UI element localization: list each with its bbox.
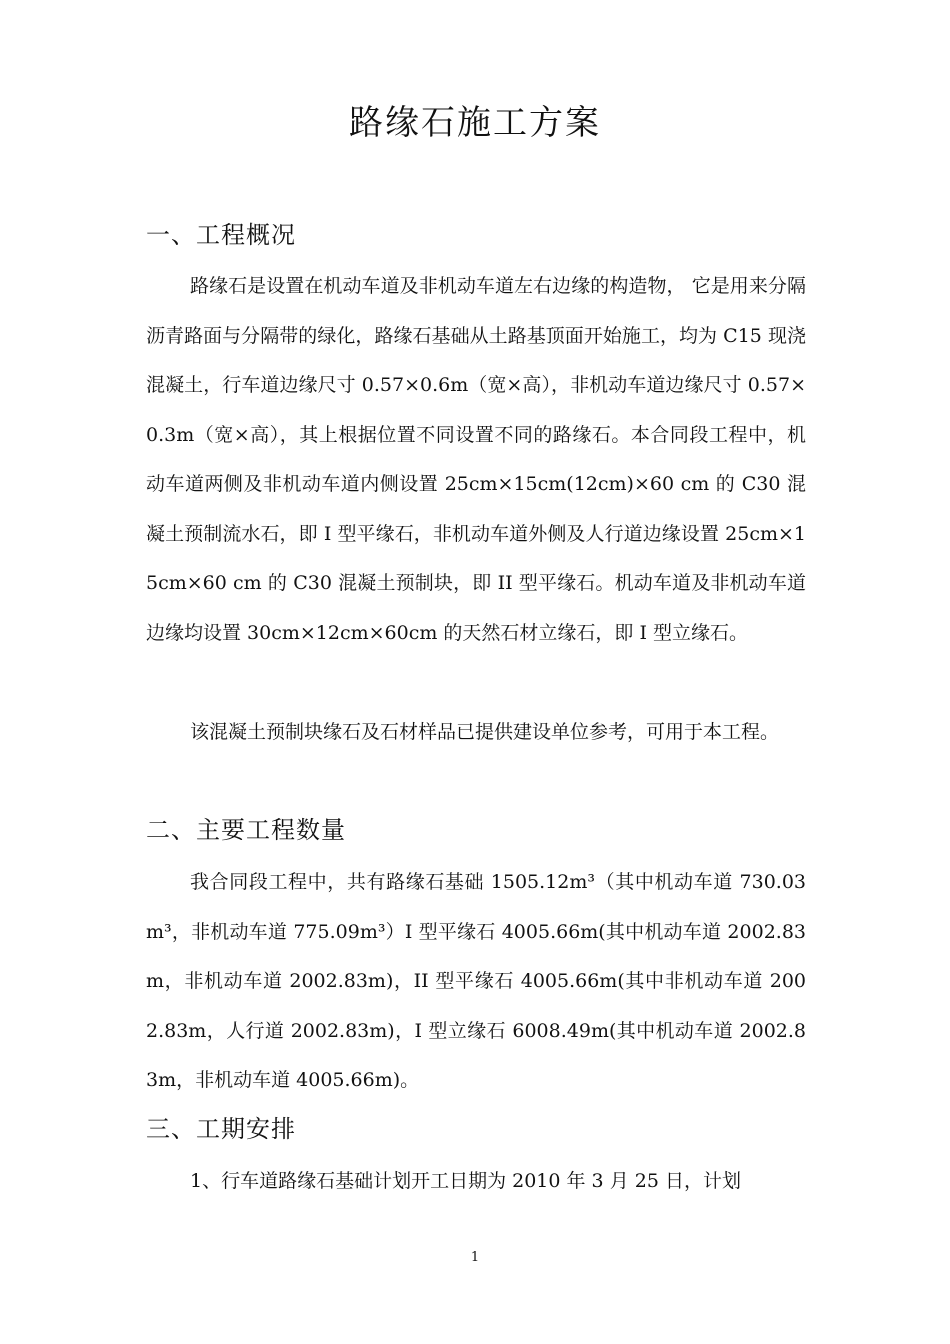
overview-paragraph-1: 路缘石是设置在机动车道及非机动车道左右边缘的构造物， 它是用来分隔沥青路面与分隔带的绿化，路缘石基础从土路基顶面开始施工，均为 C15 现浇混凝土，行车道边缘尺寸 0.57×0.6m（宽×高），非机动车道边缘尺寸 0.57×0.3m（宽×高），其上根据位置不同设置不同的路缘石。本合同段工程中，机动车道两侧及非机动车道内侧设置 25cm×15cm(12cm)×60 cm 的 C30 混凝土预制流水石，即 I 型平缘石，非机动车道外侧及人行道边缘设置 25cm×15cm×60 cm 的 C30 混凝土预制块，即 II 型平缘石。机动车道及非机动车道边缘均设置 30cm×12cm×60cm 的天然石材立缘石，即 I 型立缘石。 xyxy=(146,275,806,644)
overview-paragraph-2: 该混凝土预制块缘石及石材样品已提供建设单位参考，可用于本工程。 xyxy=(190,721,780,743)
page-number: 1 xyxy=(470,1250,480,1265)
section-heading-overview: 一、工程概况 xyxy=(146,221,296,249)
section-heading-schedule: 三、工期安排 xyxy=(146,1115,296,1143)
document-title: 路缘石施工方案 xyxy=(349,103,601,143)
section-heading-quantities: 二、主要工程数量 xyxy=(146,816,346,844)
schedule-paragraph: 1、行车道路缘石基础计划开工日期为 2010 年 3 月 25 日，计划 xyxy=(190,1170,741,1192)
quantities-paragraph: 我合同段工程中，共有路缘石基础 1505.12m³（其中机动车道 730.03m³，非机动车道 775.09m³）I 型平缘石 4005.66m(其中机动车道 2002.83m，非机动车道 2002.83m)，II 型平缘石 4005.66m(其中非机动车道 2002.83m，人行道 2002.83m)，I 型立缘石 6008.49m(其中机动车道 2002.83m，非机动车道 4005.66m)。 xyxy=(146,871,806,1091)
